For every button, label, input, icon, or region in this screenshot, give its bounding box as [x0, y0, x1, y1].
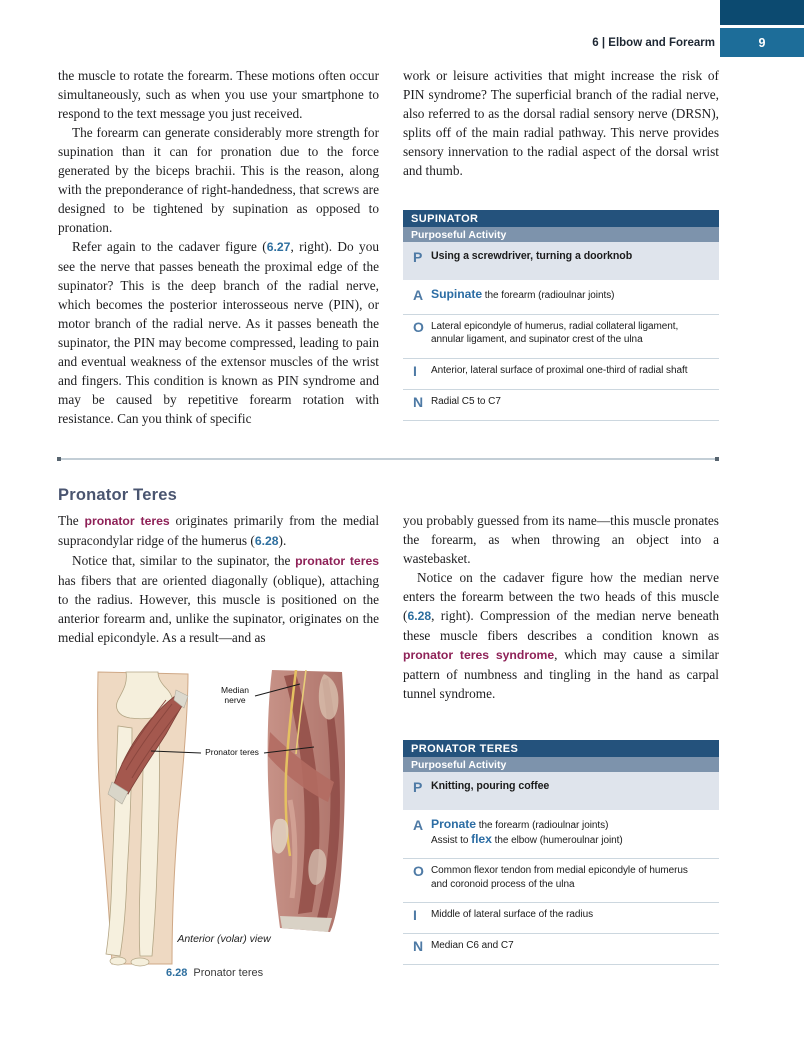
text-segment: originates primarily from the medial supracondylar ridge of the humerus ( [58, 513, 380, 548]
figure-label-median-nerve: Median nerve [221, 685, 249, 705]
mnemonic-letter: O [413, 863, 424, 879]
table-row-line [431, 818, 719, 833]
paragraph [58, 123, 379, 237]
text-segment: you probably guessed from its name—this muscle pronates the forearm, as when throwing an object into a wastebasket. [403, 513, 719, 566]
text-segment: ). [278, 533, 287, 548]
table-row-text [431, 288, 719, 303]
text-segment: , right). Compression of the median nerve beneath these muscle fibers describes a condition known as [403, 608, 719, 643]
table-row [403, 903, 719, 934]
text-segment: The [58, 513, 85, 528]
figure-label-pronator-teres: Pronator teres [205, 747, 259, 757]
text-segment: and coronoid process of the ulna [431, 878, 575, 890]
table-row [403, 359, 719, 390]
mnemonic-letter: O [413, 318, 424, 335]
paragraph [58, 511, 379, 551]
supinator-table [403, 210, 719, 421]
text-segment: Notice that, similar to the supinator, the [72, 553, 296, 568]
mnemonic-letter: I [413, 907, 417, 923]
table-row-line [431, 288, 719, 303]
table-row-line [431, 320, 719, 334]
text-segment: , right). Do you see the nerve that passes beneath the proximal edge of the supinator? This is the deep branch of the radial nerve, which becomes the posterior interosseous nerve (PIN), or motor branch of the radial nerve. As it passes beneath the supinator, the PIN may become compressed, leading to pain and eventual weakness of the extensor muscles of the wrist and fingers. This condition is known as PIN syndrome and may be caused by repetitive forearm rotation with resistance. Can you think of specific [58, 239, 380, 426]
figure-view-label: Anterior (volar) view [177, 933, 271, 945]
table-row-text [431, 780, 719, 794]
table-row [403, 859, 719, 903]
emphasis-text: 6.28 [407, 609, 432, 623]
text-segment: , which may cause a similar pattern of numbness and tingling in the hand as carpal tunnel syndrome. [403, 647, 719, 701]
figure-caption-number: 6.28 [166, 967, 188, 979]
mnemonic-letter: P [413, 249, 423, 265]
table-row-text [431, 320, 719, 347]
column-bottom-right [403, 511, 719, 703]
figure-caption-text: Pronator teres [193, 967, 264, 979]
emphasis-text: 6.28 [254, 534, 279, 548]
table-row [403, 315, 719, 359]
emphasis-text: pronator teres [295, 554, 379, 568]
table-row-line [431, 833, 719, 848]
table-row-line [431, 878, 719, 892]
figure-caption [166, 967, 263, 979]
table-row-text [431, 908, 719, 922]
emphasis-text: Supinate [431, 287, 483, 301]
paragraph [403, 511, 719, 568]
table-row-text [431, 364, 719, 378]
section-divider [58, 458, 718, 460]
text-segment: Radial C5 to C7 [431, 395, 501, 407]
table-row-line [431, 908, 719, 922]
text-segment: the forearm (radioulnar joints) [476, 820, 609, 831]
text-segment: annular ligament, and supinator crest of the ulna [431, 334, 643, 345]
text-segment: work or leisure activities that might increase the risk of PIN syndrome? The superficial branch of the radial nerve, also referred to as the dorsal radial sensory nerve (DRSN), splits off of the main radial pathway. This nerve provides sensory innervation to the radial aspect of the dorsal wrist and thumb. [403, 68, 719, 178]
emphasis-text: pronator teres [84, 514, 170, 528]
table-row-line [431, 250, 719, 264]
table-title: PRONATOR TERES [403, 740, 719, 757]
mnemonic-letter: N [413, 393, 424, 410]
table-title: SUPINATOR [403, 210, 719, 227]
table-row-line [431, 780, 719, 794]
page-number-badge [720, 28, 804, 57]
mnemonic-letter: I [413, 362, 417, 379]
table-row-text [431, 395, 719, 409]
table-row [403, 283, 719, 315]
table-row-text [431, 864, 719, 891]
paragraph [58, 237, 379, 428]
figure-6-28 [88, 670, 350, 970]
table-row-line [431, 939, 719, 953]
section-heading: Pronator Teres [58, 486, 177, 504]
table-subtitle: Purposeful Activity [403, 227, 719, 242]
anatomy-illustration [88, 670, 350, 970]
emphasis-text: pronator teres syndrome [403, 648, 555, 662]
cadaver-photo-group [268, 670, 345, 932]
text-segment: Lateral epicondyle of humerus, radial collateral ligament, [431, 320, 679, 332]
text-segment: Anterior, lateral surface of proximal one-third of radial shaft [431, 364, 688, 376]
arm-drawing-group [98, 672, 188, 966]
emphasis-text: Pronate [431, 817, 477, 831]
mnemonic-letter: P [413, 779, 423, 795]
running-head: 6 | Elbow and Forearm [592, 37, 715, 49]
text-segment: Refer again to the cadaver figure ( [72, 239, 267, 254]
text-segment: Assist to [431, 834, 472, 846]
emphasis-text: 6.27 [266, 240, 291, 254]
text-segment: Common flexor tendon from medial epicondyle of humerus [431, 865, 688, 876]
pronator-teres-table [403, 740, 719, 965]
table-subtitle: Purposeful Activity [403, 757, 719, 772]
mnemonic-letter: A [413, 287, 424, 303]
table-row-text [431, 250, 719, 264]
emphasis-text: flex [471, 831, 492, 846]
column-top-right [403, 66, 719, 180]
column-top-left [58, 66, 379, 428]
paragraph [403, 568, 719, 703]
corner-tab [720, 0, 804, 25]
text-segment: Knitting, pouring coffee [431, 780, 550, 792]
text-segment: Median C6 and C7 [431, 940, 514, 951]
table-row [403, 390, 719, 421]
table-row-line [431, 364, 719, 378]
text-segment: the muscle to rotate the forearm. These motions often occur simultaneously, such as when you use your smartphone to respond to the text message you just received. [58, 68, 379, 121]
table-row [403, 242, 719, 280]
text-segment: The forearm can generate considerably more strength for supination than it can for pronation due to the force generated by the biceps brachii. This is the reason, along with the preponderance of right-handedness, that screws are designed to be tightened by supination as opposed to pronation. [58, 125, 379, 235]
text-segment: Notice on the cadaver figure how the median nerve enters the forearm between the two heads of this muscle ( [403, 570, 719, 623]
table-row-line [431, 395, 719, 409]
mnemonic-letter: A [413, 817, 424, 833]
table-row-text [431, 818, 719, 847]
text-segment: Using a screwdriver, turning a doorknob [431, 250, 633, 262]
table-row-text [431, 939, 719, 953]
text-segment: Middle of lateral surface of the radius [431, 909, 594, 920]
table-row [403, 772, 719, 810]
text-segment: the forearm (radioulnar joints) [482, 290, 615, 301]
text-segment: the elbow (humeroulnar joint) [491, 834, 623, 846]
table-row [403, 813, 719, 859]
table-row-line [431, 333, 719, 347]
column-bottom-left [58, 511, 379, 647]
paragraph [403, 66, 719, 180]
text-segment: has fibers that are oriented diagonally (oblique), attaching to the radius. However, this muscle is positioned on the anterior forearm and, unlike the supinator, originates on the medial epicondyle. As a result—and as [58, 573, 379, 645]
table-row-line [431, 864, 719, 878]
paragraph [58, 66, 379, 123]
page-number: 9 [758, 35, 766, 50]
mnemonic-letter: N [413, 938, 424, 954]
paragraph [58, 551, 379, 647]
table-row [403, 934, 719, 965]
